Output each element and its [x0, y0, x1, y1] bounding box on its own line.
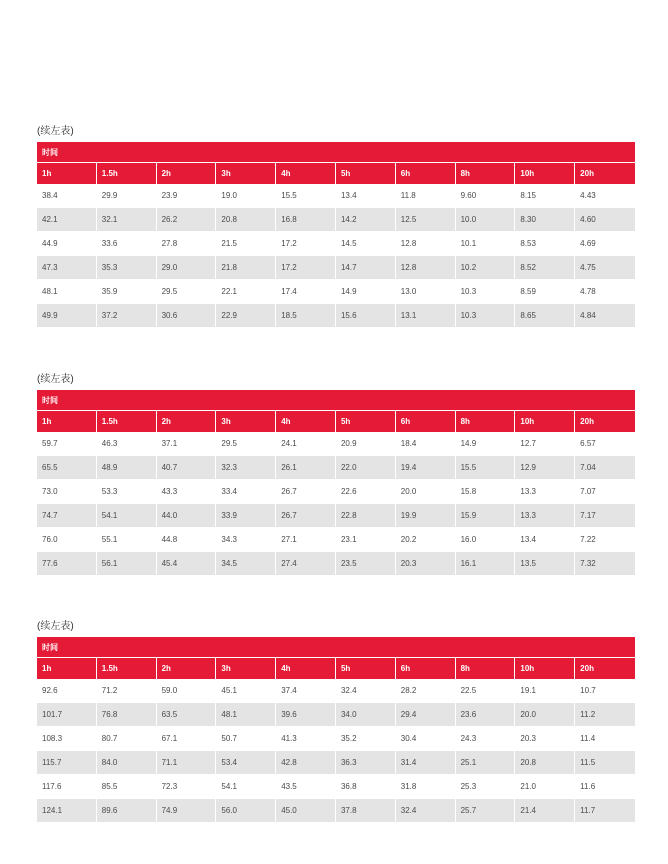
table-cell: 10.2	[456, 256, 516, 280]
table-cell: 16.1	[456, 552, 516, 576]
table-cell: 18.5	[276, 304, 336, 328]
table-cell: 14.7	[336, 256, 396, 280]
table-cell: 13.5	[515, 552, 575, 576]
table-cell: 10.1	[456, 232, 516, 256]
table-cell: 40.7	[157, 456, 217, 480]
table-cell: 117.6	[37, 775, 97, 799]
column-header: 6h	[396, 411, 456, 432]
table-cell: 101.7	[37, 703, 97, 727]
table-cell: 12.8	[396, 256, 456, 280]
table-cell: 19.9	[396, 504, 456, 528]
table-cell: 24.3	[456, 727, 516, 751]
column-header: 6h	[396, 163, 456, 184]
table-title-header: 时间	[37, 637, 635, 658]
table-cell: 44.0	[157, 504, 217, 528]
table-cell: 36.3	[336, 751, 396, 775]
table-cell: 20.2	[396, 528, 456, 552]
table-cell: 23.6	[456, 703, 516, 727]
table-cell: 27.8	[157, 232, 217, 256]
table-row	[37, 480, 635, 504]
table-cell: 13.4	[515, 528, 575, 552]
table-cell: 59.7	[37, 432, 97, 456]
table-cell: 25.1	[456, 751, 516, 775]
table-cell: 45.0	[276, 799, 336, 823]
table-cell: 30.6	[157, 304, 217, 328]
table-row	[37, 184, 635, 208]
table-cell: 46.3	[97, 432, 157, 456]
table-cell: 37.2	[97, 304, 157, 328]
table-caption: (续左表)	[37, 374, 74, 385]
data-table	[37, 142, 635, 328]
table-cell: 7.04	[575, 456, 635, 480]
table-cell: 35.2	[336, 727, 396, 751]
column-header: 20h	[575, 411, 635, 432]
table-cell: 76.0	[37, 528, 97, 552]
table-cell: 27.4	[276, 552, 336, 576]
table-cell: 26.7	[276, 504, 336, 528]
column-header: 8h	[456, 411, 516, 432]
table-cell: 23.1	[336, 528, 396, 552]
table-cell: 77.6	[37, 552, 97, 576]
table-cell: 14.2	[336, 208, 396, 232]
table-cell: 8.65	[515, 304, 575, 328]
table-cell: 45.4	[157, 552, 217, 576]
column-header: 1.5h	[97, 163, 157, 184]
table-row	[37, 504, 635, 528]
table-cell: 22.1	[216, 280, 276, 304]
table-cell: 16.0	[456, 528, 516, 552]
column-header: 10h	[515, 411, 575, 432]
table-cell: 20.8	[216, 208, 276, 232]
table-cell: 4.69	[575, 232, 635, 256]
table-cell: 20.3	[396, 552, 456, 576]
column-header: 1.5h	[97, 658, 157, 679]
table-cell: 4.84	[575, 304, 635, 328]
table-cell: 108.3	[37, 727, 97, 751]
column-header: 8h	[456, 163, 516, 184]
table-cell: 48.1	[37, 280, 97, 304]
column-header: 4h	[276, 163, 336, 184]
table-cell: 7.22	[575, 528, 635, 552]
table-cell: 48.9	[97, 456, 157, 480]
table-cell: 49.9	[37, 304, 97, 328]
table-cell: 29.5	[216, 432, 276, 456]
table-cell: 15.5	[276, 184, 336, 208]
column-header: 8h	[456, 658, 516, 679]
table-cell: 29.9	[97, 184, 157, 208]
table-cell: 39.6	[276, 703, 336, 727]
table-cell: 29.0	[157, 256, 217, 280]
table-cell: 36.8	[336, 775, 396, 799]
table-title-header: 时间	[37, 390, 635, 411]
table-cell: 124.1	[37, 799, 97, 823]
column-header: 10h	[515, 658, 575, 679]
table-cell: 12.5	[396, 208, 456, 232]
table-cell: 42.8	[276, 751, 336, 775]
table-cell: 56.1	[97, 552, 157, 576]
table-cell: 71.2	[97, 679, 157, 703]
table-cell: 15.5	[456, 456, 516, 480]
table-cell: 48.1	[216, 703, 276, 727]
column-header: 20h	[575, 658, 635, 679]
table-cell: 10.0	[456, 208, 516, 232]
table-row	[37, 727, 635, 751]
column-header: 5h	[336, 411, 396, 432]
table-cell: 21.8	[216, 256, 276, 280]
table-cell: 4.43	[575, 184, 635, 208]
table-cell: 26.2	[157, 208, 217, 232]
table-cell: 21.4	[515, 799, 575, 823]
table-cell: 31.4	[396, 751, 456, 775]
table-cell: 11.2	[575, 703, 635, 727]
column-header: 3h	[216, 163, 276, 184]
table-cell: 85.5	[97, 775, 157, 799]
table-cell: 29.5	[157, 280, 217, 304]
table-cell: 8.52	[515, 256, 575, 280]
table-cell: 47.3	[37, 256, 97, 280]
table-cell: 38.4	[37, 184, 97, 208]
table-cell: 37.4	[276, 679, 336, 703]
table-title-header: 时间	[37, 142, 635, 163]
table-cell: 19.0	[216, 184, 276, 208]
table-cell: 17.4	[276, 280, 336, 304]
table-row	[37, 799, 635, 823]
table-row	[37, 751, 635, 775]
table-cell: 33.9	[216, 504, 276, 528]
table-cell: 34.3	[216, 528, 276, 552]
table-caption: (续左表)	[37, 621, 74, 632]
table-row	[37, 232, 635, 256]
table-cell: 13.0	[396, 280, 456, 304]
table-cell: 7.32	[575, 552, 635, 576]
table-cell: 115.7	[37, 751, 97, 775]
table-cell: 10.3	[456, 304, 516, 328]
table-cell: 42.1	[37, 208, 97, 232]
table-cell: 20.8	[515, 751, 575, 775]
table-cell: 20.0	[396, 480, 456, 504]
table-row	[37, 304, 635, 328]
table-cell: 30.4	[396, 727, 456, 751]
table-cell: 12.9	[515, 456, 575, 480]
table-cell: 12.7	[515, 432, 575, 456]
table-cell: 22.9	[216, 304, 276, 328]
table-cell: 21.0	[515, 775, 575, 799]
column-header: 3h	[216, 411, 276, 432]
table-cell: 55.1	[97, 528, 157, 552]
column-header: 6h	[396, 658, 456, 679]
table-cell: 74.7	[37, 504, 97, 528]
column-header: 10h	[515, 163, 575, 184]
table-cell: 92.6	[37, 679, 97, 703]
table-cell: 43.5	[276, 775, 336, 799]
table-cell: 11.8	[396, 184, 456, 208]
table-cell: 14.9	[456, 432, 516, 456]
table-cell: 53.3	[97, 480, 157, 504]
table-cell: 65.5	[37, 456, 97, 480]
table-cell: 15.6	[336, 304, 396, 328]
table-cell: 15.8	[456, 480, 516, 504]
column-header: 4h	[276, 411, 336, 432]
column-header: 1h	[37, 658, 97, 679]
table-cell: 9.60	[456, 184, 516, 208]
table-cell: 34.5	[216, 552, 276, 576]
table-cell: 26.1	[276, 456, 336, 480]
table-cell: 32.3	[216, 456, 276, 480]
table-cell: 20.3	[515, 727, 575, 751]
table-cell: 8.30	[515, 208, 575, 232]
table-cell: 80.7	[97, 727, 157, 751]
table-cell: 7.17	[575, 504, 635, 528]
table-cell: 33.4	[216, 480, 276, 504]
table-cell: 54.1	[97, 504, 157, 528]
table-cell: 11.4	[575, 727, 635, 751]
table-cell: 23.5	[336, 552, 396, 576]
data-table	[37, 637, 635, 823]
table-cell: 11.7	[575, 799, 635, 823]
table-cell: 11.5	[575, 751, 635, 775]
column-header: 2h	[157, 163, 217, 184]
table-cell: 22.6	[336, 480, 396, 504]
table-cell: 22.5	[456, 679, 516, 703]
table-cell: 21.5	[216, 232, 276, 256]
table-cell: 13.4	[336, 184, 396, 208]
table-cell: 13.1	[396, 304, 456, 328]
table-cell: 41.3	[276, 727, 336, 751]
table-cell: 44.9	[37, 232, 97, 256]
table-cell: 22.0	[336, 456, 396, 480]
table-cell: 72.3	[157, 775, 217, 799]
table-cell: 76.8	[97, 703, 157, 727]
table-cell: 14.9	[336, 280, 396, 304]
table-cell: 37.1	[157, 432, 217, 456]
table-cell: 37.8	[336, 799, 396, 823]
table-cell: 18.4	[396, 432, 456, 456]
table-cell: 84.0	[97, 751, 157, 775]
table-cell: 59.0	[157, 679, 217, 703]
table-cell: 12.8	[396, 232, 456, 256]
table-cell: 43.3	[157, 480, 217, 504]
table-cell: 25.3	[456, 775, 516, 799]
table-cell: 44.8	[157, 528, 217, 552]
table-cell: 8.15	[515, 184, 575, 208]
table-cell: 8.53	[515, 232, 575, 256]
table-caption: (续左表)	[37, 126, 74, 137]
table-cell: 22.8	[336, 504, 396, 528]
table-row	[37, 775, 635, 799]
table-cell: 26.7	[276, 480, 336, 504]
column-header: 1h	[37, 411, 97, 432]
table-cell: 19.4	[396, 456, 456, 480]
table-cell: 4.75	[575, 256, 635, 280]
table-cell: 11.6	[575, 775, 635, 799]
table-cell: 7.07	[575, 480, 635, 504]
table-cell: 63.5	[157, 703, 217, 727]
table-cell: 24.1	[276, 432, 336, 456]
table-cell: 89.6	[97, 799, 157, 823]
table-cell: 4.78	[575, 280, 635, 304]
table-cell: 31.8	[396, 775, 456, 799]
table-cell: 17.2	[276, 256, 336, 280]
table-cell: 35.3	[97, 256, 157, 280]
column-header: 20h	[575, 163, 635, 184]
table-cell: 8.59	[515, 280, 575, 304]
table-row	[37, 432, 635, 456]
table-cell: 14.5	[336, 232, 396, 256]
table-row	[37, 679, 635, 703]
table-cell: 20.9	[336, 432, 396, 456]
table-cell: 13.3	[515, 480, 575, 504]
table-cell: 16.8	[276, 208, 336, 232]
column-header: 4h	[276, 658, 336, 679]
column-header: 5h	[336, 163, 396, 184]
table-cell: 32.4	[336, 679, 396, 703]
table-row	[37, 280, 635, 304]
table-cell: 74.9	[157, 799, 217, 823]
column-header: 5h	[336, 658, 396, 679]
table-cell: 10.7	[575, 679, 635, 703]
table-cell: 71.1	[157, 751, 217, 775]
data-table	[37, 390, 635, 576]
table-row	[37, 528, 635, 552]
table-cell: 67.1	[157, 727, 217, 751]
table-cell: 27.1	[276, 528, 336, 552]
column-header: 1h	[37, 163, 97, 184]
table-cell: 35.9	[97, 280, 157, 304]
table-cell: 10.3	[456, 280, 516, 304]
table-cell: 53.4	[216, 751, 276, 775]
table-cell: 28.2	[396, 679, 456, 703]
column-header: 2h	[157, 411, 217, 432]
table-cell: 23.9	[157, 184, 217, 208]
table-cell: 33.6	[97, 232, 157, 256]
table-cell: 56.0	[216, 799, 276, 823]
table-cell: 19.1	[515, 679, 575, 703]
table-cell: 29.4	[396, 703, 456, 727]
table-row	[37, 703, 635, 727]
table-row	[37, 456, 635, 480]
table-cell: 32.4	[396, 799, 456, 823]
table-cell: 6.57	[575, 432, 635, 456]
table-row	[37, 208, 635, 232]
column-header: 2h	[157, 658, 217, 679]
table-cell: 54.1	[216, 775, 276, 799]
table-cell: 15.9	[456, 504, 516, 528]
column-header: 1.5h	[97, 411, 157, 432]
column-header: 3h	[216, 658, 276, 679]
table-cell: 73.0	[37, 480, 97, 504]
table-cell: 17.2	[276, 232, 336, 256]
table-cell: 50.7	[216, 727, 276, 751]
table-cell: 13.3	[515, 504, 575, 528]
table-cell: 20.0	[515, 703, 575, 727]
table-cell: 4.60	[575, 208, 635, 232]
table-row	[37, 552, 635, 576]
table-cell: 25.7	[456, 799, 516, 823]
table-row	[37, 256, 635, 280]
table-cell: 34.0	[336, 703, 396, 727]
table-cell: 45.1	[216, 679, 276, 703]
table-cell: 32.1	[97, 208, 157, 232]
